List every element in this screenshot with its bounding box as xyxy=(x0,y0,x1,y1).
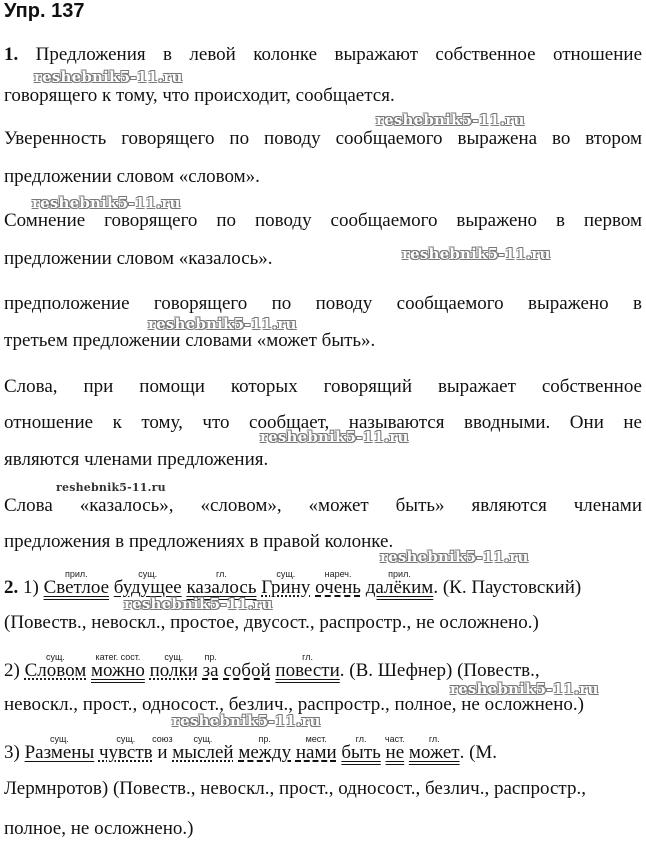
part1-number: 1. xyxy=(4,44,19,65)
watermark: reshebnik5-11.ru xyxy=(148,315,297,333)
sentence-word: прил. Светлое xyxy=(43,569,110,598)
watermark: reshebnik5-11.ru xyxy=(56,481,166,494)
part1-line-5: Сомнение говорящего по поводу сообщаемого выражено в первом xyxy=(4,210,642,231)
watermark: reshebnik5-11.ru xyxy=(260,428,409,446)
part1-line-9: Слова, при помощи которых говорящий выражает собственное xyxy=(4,376,642,397)
sentence-1-analysis: (Повеств., невоскл., простое, двусост., распростр., не осложнено.) xyxy=(4,612,539,633)
sentence-word: пр. за xyxy=(202,652,219,681)
watermark: reshebnik5-11.ru xyxy=(34,68,183,86)
sentence-word: сущ. мыслей xyxy=(172,734,234,763)
sentence-word: союз и xyxy=(152,734,173,763)
sentence-word: сущ. будущее xyxy=(113,569,182,598)
part2-number: 2. xyxy=(4,577,19,598)
watermark: reshebnik5-11.ru xyxy=(172,712,321,730)
part1-line-13: предложения в предложениях в правой колонке. xyxy=(4,531,394,552)
sentence-word: сущ. Словом xyxy=(24,652,87,681)
sentence-2: 2) сущ. Словом катег. сост. можно сущ. полки пр. за собой гл. повести. (В. Шефнер) (Повеств., xyxy=(4,652,540,681)
sentence-2-analysis: невоскл., прост., односост., безлич., распростр., полное, не осложнено.) xyxy=(4,694,584,715)
sentence-word: мест. нами xyxy=(295,734,337,763)
part1-line-1: 1. Предложения в левой колонке выражают собственное отношение xyxy=(4,44,642,65)
part1-line-12: Слова «казалось», «словом», «может быть» являются членами xyxy=(4,495,642,516)
watermark: reshebnik5-11.ru xyxy=(450,680,599,698)
watermark: reshebnik5-11.ru xyxy=(124,595,273,613)
sentence-word: прил. далёким xyxy=(365,569,434,598)
sentence-word: сущ. Размены xyxy=(24,734,95,763)
watermark: reshebnik5-11.ru xyxy=(402,245,551,263)
part1-line-7: предположение говорящего по поводу сообщаемого выражено в xyxy=(4,293,642,314)
part1-line-10: отношение к тому, что сообщает, называются вводными. Они не xyxy=(4,412,642,433)
sentence-word: сущ. Грину xyxy=(261,569,311,598)
sentence-word: гл. быть xyxy=(341,734,381,763)
sentence-word: сущ. чувств xyxy=(98,734,153,763)
sentence-word: част. не xyxy=(384,734,405,763)
sentence-word: гл. казалось xyxy=(186,569,257,598)
part1-line-6: предложении словом «казалось». xyxy=(4,248,273,269)
part1-line-2: говорящего к тому, что происходит, сообщается. xyxy=(4,85,395,106)
sentence-3-analysis-1: Лермнротов) (Повеств., невоскл., прост., односост., безлич., распростр., xyxy=(4,778,586,799)
sentence-1: 2. 1) прил. Светлое сущ. будущее гл. казалось сущ. Грину нареч. очень прил. далёким. (К. Паустовский) xyxy=(4,569,582,598)
sentence-word: нареч. очень xyxy=(315,569,361,598)
sentence-word: гл. может xyxy=(408,734,460,763)
sentence-word: собой xyxy=(223,660,271,681)
part1-line-11: являются членами предложения. xyxy=(4,449,269,470)
sentence-word: сущ. полки xyxy=(149,652,198,681)
watermark: reshebnik5-11.ru xyxy=(32,194,181,212)
sentence-3: 3) сущ. Размены сущ. чувств союз и сущ. мыслей пр. между мест. нами гл. быть част. не гл. может. (М. xyxy=(4,734,498,763)
part1-line-3: Уверенность говорящего по поводу сообщаемого выражена во втором xyxy=(4,128,642,149)
part1-line-8: третьем предложении словами «может быть». xyxy=(4,330,376,351)
sentence-word: катег. сост. можно xyxy=(91,652,145,681)
exercise-title: Упр. 137 xyxy=(4,0,85,22)
watermark: reshebnik5-11.ru xyxy=(380,548,529,566)
sentence-word: пр. между xyxy=(238,734,292,763)
sentence-3-analysis-2: полное, не осложнено.) xyxy=(4,818,194,839)
sentence-word: гл. повести xyxy=(275,652,340,681)
watermark: reshebnik5-11.ru xyxy=(376,111,525,129)
part1-line-4: предложении словом «словом». xyxy=(4,166,260,187)
